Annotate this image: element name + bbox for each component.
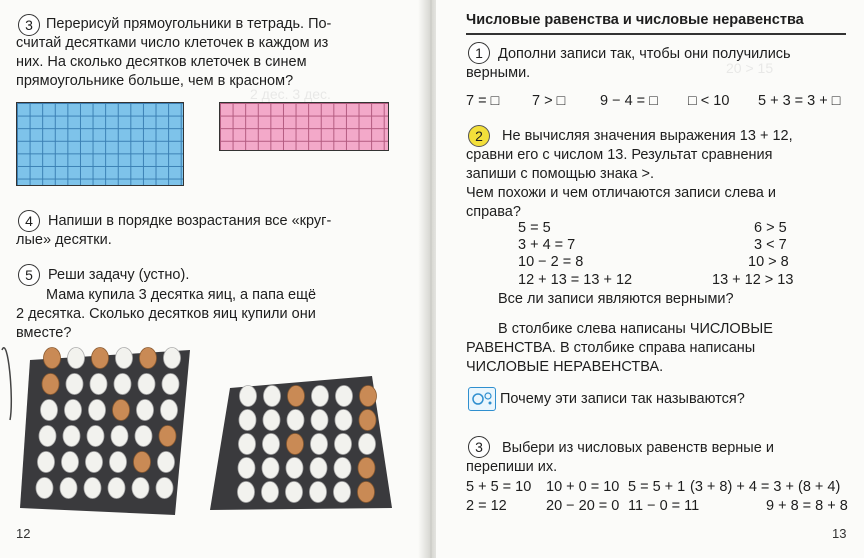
task-4-number: 4 bbox=[18, 210, 40, 232]
white-egg bbox=[132, 478, 149, 499]
white-egg bbox=[263, 434, 280, 455]
task-3-right-line-2: перепиши их. bbox=[466, 459, 558, 475]
white-egg bbox=[63, 426, 80, 447]
white-egg bbox=[335, 410, 352, 431]
task-1-line-2: верными. bbox=[466, 65, 531, 81]
white-egg bbox=[114, 374, 131, 395]
why-question: Почему эти записи так называются? bbox=[500, 391, 745, 407]
rule-line-2: РАВЕНСТВА. В столбике справа написаны bbox=[466, 340, 756, 356]
white-egg bbox=[116, 348, 133, 369]
task-3-right-line-1: Выбери из числовых равенств верные и bbox=[502, 440, 774, 456]
white-egg bbox=[68, 348, 85, 369]
brown-egg bbox=[44, 348, 61, 369]
white-egg bbox=[239, 410, 256, 431]
white-egg bbox=[336, 386, 353, 407]
task-5-line-1: Реши задачу (устно). bbox=[48, 267, 190, 283]
white-egg bbox=[286, 482, 303, 503]
white-egg bbox=[137, 400, 154, 421]
eq-row1-1: 5 + 5 = 10 bbox=[466, 479, 532, 495]
white-egg bbox=[311, 410, 328, 431]
inequality-1: 6 > 5 bbox=[754, 220, 787, 236]
white-egg bbox=[111, 426, 128, 447]
brown-egg bbox=[360, 386, 377, 407]
equality-3: 10 − 2 = 8 bbox=[518, 254, 584, 270]
white-egg bbox=[158, 452, 175, 473]
inequality-4: 13 + 12 > 13 bbox=[712, 272, 794, 288]
task-3-line-3: них. На сколько десятков клеточек в синем bbox=[16, 54, 307, 70]
white-egg bbox=[84, 478, 101, 499]
brown-egg bbox=[288, 386, 305, 407]
task-2-line-5: справа? bbox=[466, 204, 521, 220]
task-5-line-3: 2 десятка. Сколько десятков яиц купили они bbox=[16, 306, 316, 322]
white-egg bbox=[264, 386, 281, 407]
right-page bbox=[436, 0, 864, 558]
white-egg bbox=[287, 410, 304, 431]
brown-egg bbox=[134, 452, 151, 473]
rule-line-1: В столбике слева написаны ЧИСЛОВЫЕ bbox=[498, 321, 773, 337]
white-egg bbox=[359, 434, 376, 455]
brown-egg bbox=[359, 410, 376, 431]
task-2-question: Все ли записи являются верными? bbox=[498, 291, 734, 307]
white-egg bbox=[62, 452, 79, 473]
task-2-line-4: Чем похожи и чем отличаются записи слева и bbox=[466, 185, 777, 201]
brown-egg bbox=[358, 482, 375, 503]
task-3-line-4: прямоугольнике больше, чем в красном? bbox=[16, 73, 294, 89]
white-egg bbox=[335, 434, 352, 455]
white-egg bbox=[156, 478, 173, 499]
white-egg bbox=[60, 478, 77, 499]
bleed-through-right: 20 > 15 bbox=[726, 60, 774, 76]
brown-egg bbox=[358, 458, 375, 479]
task-3-line-2: считай десятками число клеточек в каждом из bbox=[16, 35, 329, 51]
eq-row2-2: 20 − 20 = 0 bbox=[546, 498, 620, 514]
task-5-line-2: Мама купила 3 десятка яиц, а папа ещё bbox=[46, 287, 317, 303]
task-3-number: 3 bbox=[18, 14, 40, 36]
title-underline bbox=[466, 33, 846, 35]
bleed-through: 2 дес. 3 дес. bbox=[250, 86, 331, 102]
task-1-expr-1: 7 = □ bbox=[466, 93, 500, 109]
white-egg bbox=[238, 458, 255, 479]
thinking-icon bbox=[468, 387, 496, 411]
egg-trays-illustration bbox=[0, 340, 430, 520]
white-egg bbox=[286, 458, 303, 479]
task-3-line-1: Перерисуй прямоугольники в тетрадь. По- bbox=[46, 16, 332, 32]
white-egg bbox=[38, 452, 55, 473]
white-egg bbox=[36, 478, 53, 499]
page-title: Числовые равенства и числовые неравенства bbox=[466, 12, 804, 28]
white-egg bbox=[263, 410, 280, 431]
white-egg bbox=[41, 400, 58, 421]
white-egg bbox=[66, 374, 83, 395]
white-egg bbox=[311, 434, 328, 455]
task-2-line-1: Не вычисляя значения выражения 13 + 12, bbox=[502, 128, 793, 144]
white-egg bbox=[135, 426, 152, 447]
white-egg bbox=[162, 374, 179, 395]
white-egg bbox=[65, 400, 82, 421]
equality-1: 5 = 5 bbox=[518, 220, 551, 236]
pink-rectangle bbox=[219, 102, 389, 151]
white-egg bbox=[240, 386, 257, 407]
task-1-expr-5: 5 + 3 = 3 + □ bbox=[758, 93, 841, 109]
task-1-number: 1 bbox=[468, 42, 490, 64]
task-2-number: 2 bbox=[468, 125, 490, 147]
task-5-line-4: вместе? bbox=[16, 325, 72, 341]
white-egg bbox=[108, 478, 125, 499]
eq-row2-3: 11 − 0 = 11 bbox=[628, 498, 700, 514]
task-4-line-1: Напиши в порядке возрастания все «круг- bbox=[48, 213, 332, 229]
eq-row2-1: 2 = 12 bbox=[466, 498, 507, 514]
white-egg bbox=[310, 458, 327, 479]
white-egg bbox=[90, 374, 107, 395]
inequality-2: 3 < 7 bbox=[754, 237, 787, 253]
brown-egg bbox=[113, 400, 130, 421]
white-egg bbox=[334, 458, 351, 479]
brown-egg bbox=[92, 348, 109, 369]
brown-egg bbox=[287, 434, 304, 455]
white-egg bbox=[239, 434, 256, 455]
task-1-expr-2: 7 > □ bbox=[532, 93, 566, 109]
white-egg bbox=[310, 482, 327, 503]
white-egg bbox=[164, 348, 181, 369]
white-egg bbox=[262, 458, 279, 479]
task-1-line-1: Дополни записи так, чтобы они получились bbox=[498, 46, 791, 62]
task-3-number-right: 3 bbox=[468, 436, 490, 458]
right-page-number: 13 bbox=[832, 526, 847, 541]
task-1-expr-3: 9 − 4 = □ bbox=[600, 93, 658, 109]
white-egg bbox=[110, 452, 127, 473]
white-egg bbox=[138, 374, 155, 395]
brown-egg bbox=[140, 348, 157, 369]
eq-row1-3: 5 = 5 + 1 bbox=[628, 479, 686, 495]
task-2-line-3: запиши с помощью знака >. bbox=[466, 166, 655, 182]
white-egg bbox=[161, 400, 178, 421]
task-5-number: 5 bbox=[18, 264, 40, 286]
white-egg bbox=[86, 452, 103, 473]
eq-row1-4: (3 + 8) + 4 = 3 + (8 + 4) bbox=[690, 479, 841, 495]
inequality-3: 10 > 8 bbox=[748, 254, 789, 270]
brown-egg bbox=[159, 426, 176, 447]
blue-rectangle bbox=[16, 102, 184, 186]
white-egg bbox=[262, 482, 279, 503]
task-4-line-2: лые» десятки. bbox=[16, 232, 112, 248]
equality-2: 3 + 4 = 7 bbox=[518, 237, 576, 253]
white-egg bbox=[312, 386, 329, 407]
brown-egg bbox=[42, 374, 59, 395]
rule-line-3: ЧИСЛОВЫЕ НЕРАВЕНСТВА. bbox=[466, 359, 664, 375]
left-page bbox=[0, 0, 430, 558]
eq-row1-2: 10 + 0 = 10 bbox=[546, 479, 620, 495]
white-egg bbox=[334, 482, 351, 503]
task-2-line-2: сравни его с числом 13. Результат сравнения bbox=[466, 147, 773, 163]
white-egg bbox=[238, 482, 255, 503]
task-1-expr-4: □ < 10 bbox=[688, 93, 730, 109]
eq-row2-4: 9 + 8 = 8 + 8 bbox=[766, 498, 848, 514]
white-egg bbox=[89, 400, 106, 421]
left-page-number: 12 bbox=[16, 526, 31, 541]
equality-4: 12 + 13 = 13 + 12 bbox=[518, 272, 633, 288]
white-egg bbox=[39, 426, 56, 447]
white-egg bbox=[87, 426, 104, 447]
